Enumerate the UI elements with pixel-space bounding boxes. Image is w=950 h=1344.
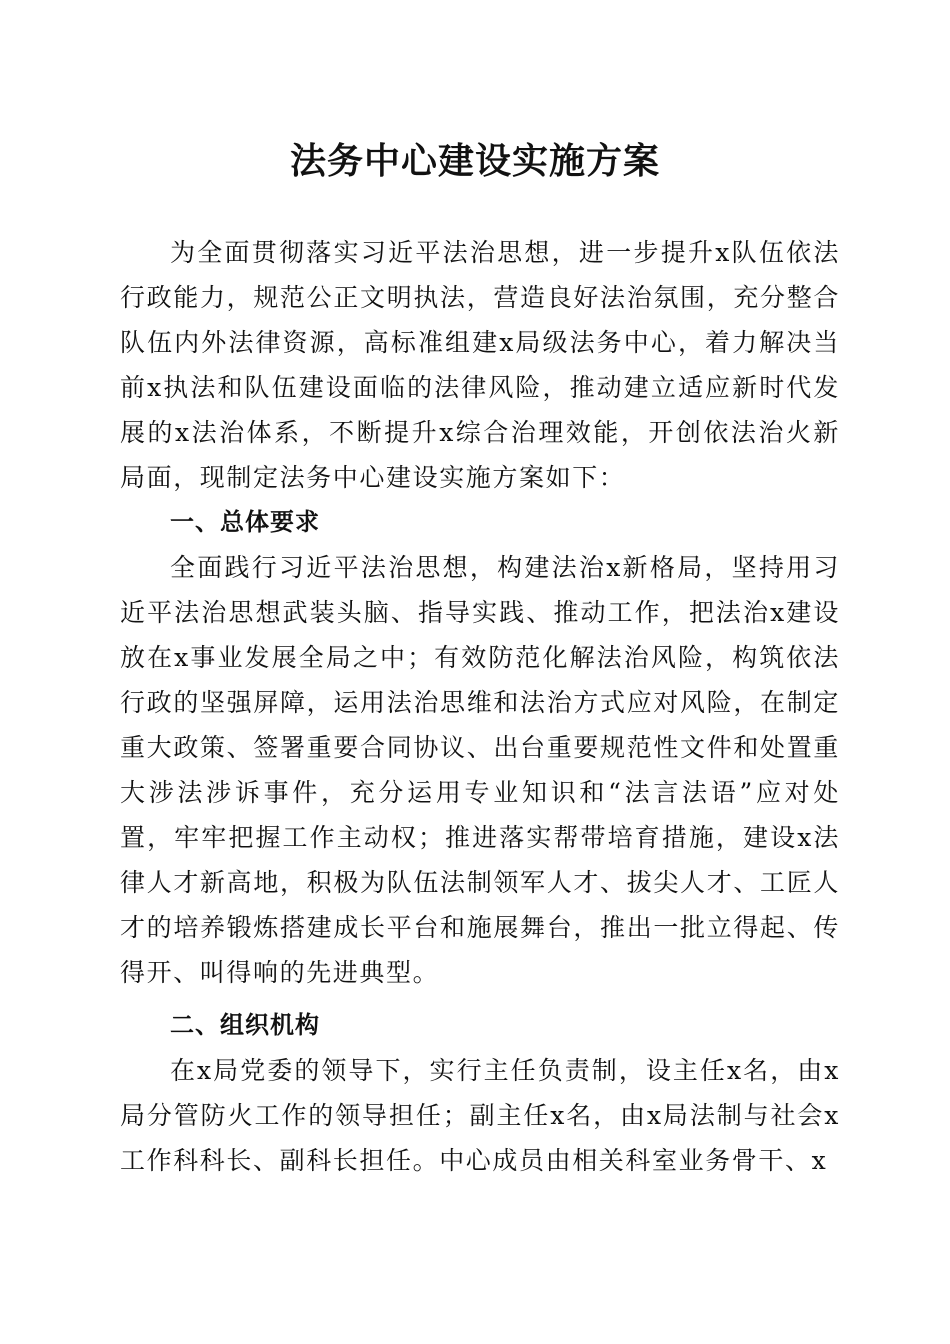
section-paragraph-general-requirements: 全面践行习近平法治思想，构建法治x新格局，坚持用习近平法治思想武装头脑、指导实践、推动工作，把法治x建设放在x事业发展全局之中；有效防范化解法治风险，构筑依法行政的坚强屏障，运用法治思维和法治方式应对风险，在制定重大政策、签署重要合同协议、出台重要规范性文件和处置重大涉法涉诉事件，充分运用专业知识和“法言法语”应对处置，牢牢把握工作主动权；推进落实帮带培育措施，建设x法律人才新高地，积极为队伍法制领军人才、拔尖人才、工匠人才的培养锻炼搭建成长平台和施展舞台，推出一批立得起、传得开、叫得响的先进典型。 (120, 553, 840, 987)
intro-paragraph: 为全面贯彻落实习近平法治思想，进一步提升x队伍依法行政能力，规范公正文明执法，营造良好法治氛围，充分整合队伍内外法律资源，高标准组建x局级法务中心，着力解决当前x执法和队伍建设面临的法律风险，推动建立适应新时代发展的x法治体系，不断提升x综合治理效能，开创依法治火新局面，现制定法务中心建设实施方案如下： (120, 238, 840, 492)
section-heading-organization: 二、组织机构 (170, 1011, 320, 1039)
section-paragraph-organization: 在x局党委的领导下，实行主任负责制，设主任x名，由x局分管防火工作的领导担任；副主任x名，由x局法制与社会x工作科科长、副科长担任。中心成员由相关科室业务骨干、x (120, 1056, 840, 1175)
document-body (120, 230, 840, 1183)
section-heading-general-requirements: 一、总体要求 (170, 508, 320, 536)
document-title: 法务中心建设实施方案 (289, 140, 660, 182)
section-gap (120, 995, 840, 1003)
